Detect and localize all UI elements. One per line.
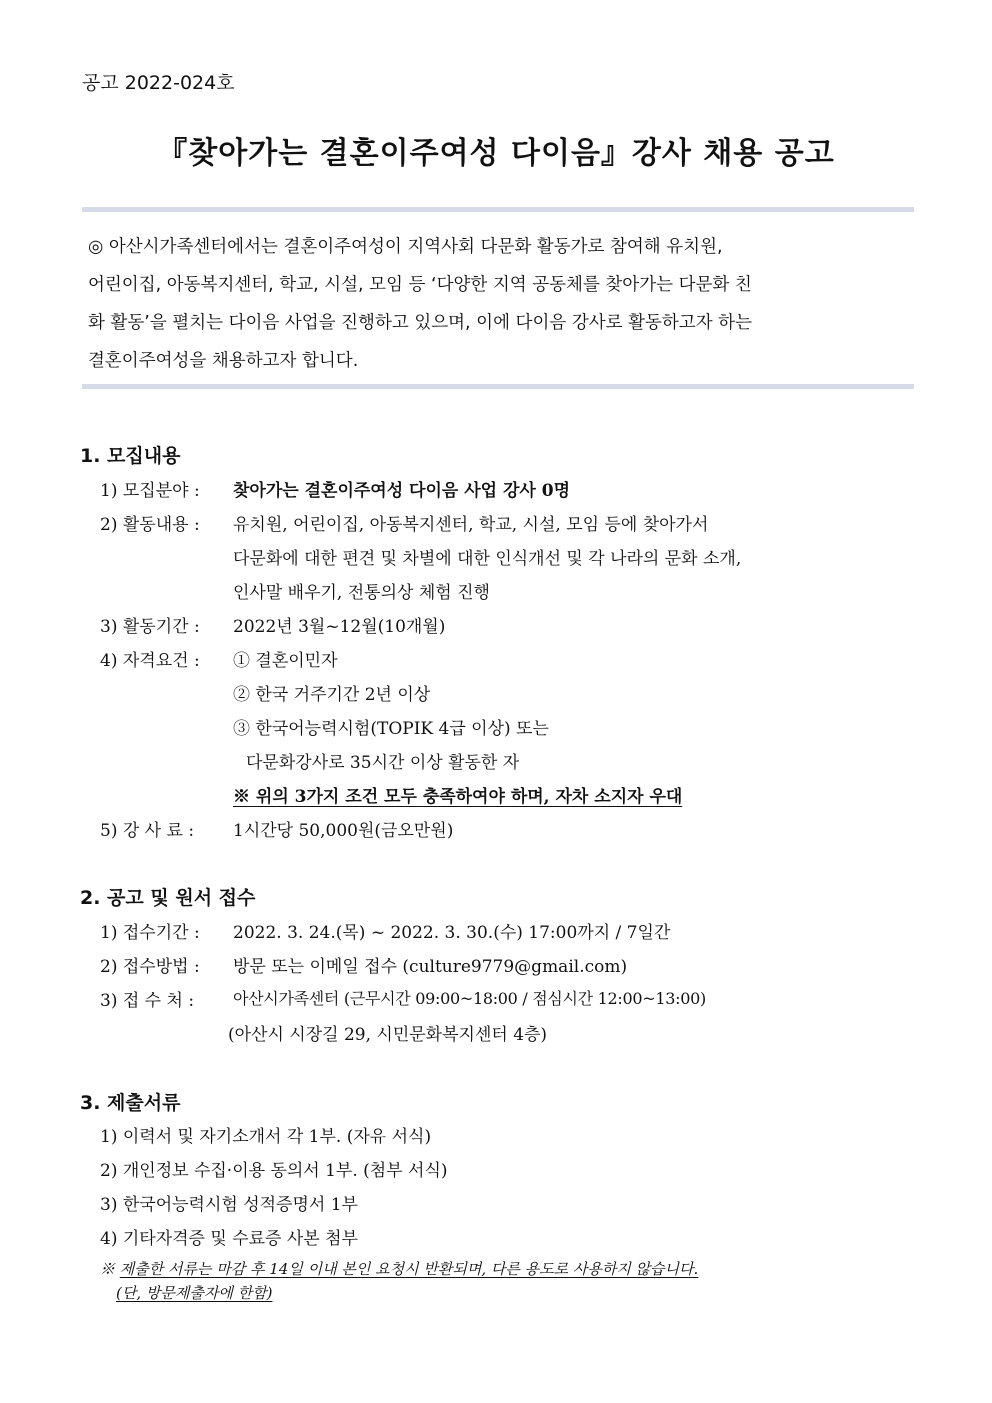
note-line: (단, 방문제출자에 한함) — [116, 1284, 273, 1302]
period-value: 2022년 3월~12월(10개월) — [233, 617, 446, 637]
qualification-item: 다문화강사로 35시간 이상 활동한 자 — [246, 753, 520, 773]
fee-label: 5) 강 사 료 : — [100, 821, 195, 841]
application-place-label: 3) 접 수 처 : — [100, 991, 195, 1011]
section-title-application: 2. 공고 및 원서 접수 — [80, 887, 256, 909]
activity-line: 인사말 배우기, 전통의상 체험 진행 — [233, 583, 490, 603]
note-mark: ※ — [100, 1260, 116, 1278]
intro-line: 화 활동’을 펼치는 다이음 사업을 진행하고 있으며, 이에 다이음 강사로 활동하고자 하는 — [88, 313, 752, 333]
section-title-documents: 3. 제출서류 — [80, 1092, 181, 1114]
document-item: 3) 한국어능력시험 성적증명서 1부 — [100, 1195, 358, 1215]
activity-line: 다문화에 대한 편견 및 차별에 대한 인식개선 및 각 나라의 문화 소개, — [233, 549, 742, 569]
qualification-item: ③ 한국어능력시험(TOPIK 4급 이상) 또는 — [233, 719, 549, 739]
application-period-label: 1) 접수기간 : — [100, 923, 200, 943]
field-value: 찾아가는 결혼이주여성 다이음 사업 강사 0명 — [233, 481, 571, 501]
application-place-value: 아산시가족센터 (근무시간 09:00~18:00 / 점심시간 12:00~13:00) — [233, 989, 706, 1008]
period-label: 3) 활동기간 : — [100, 617, 200, 637]
field-label: 1) 모집분야 : — [100, 481, 200, 501]
qualification-note: ※ 위의 3가지 조건 모두 충족하여야 하며, 자차 소지자 우대 — [233, 787, 683, 807]
activity-label: 2) 활동내용 : — [100, 515, 200, 535]
section-title-recruitment: 1. 모집내용 — [80, 445, 181, 467]
fee-value: 1시간당 50,000원(금오만원) — [233, 821, 454, 841]
documents-note — [100, 1258, 698, 1279]
application-place-address: (아산시 시장길 29, 시민문화복지센터 4층) — [228, 1025, 548, 1045]
divider-bottom — [82, 384, 914, 389]
application-method-value: 방문 또는 이메일 접수 (culture9779@gmail.com) — [233, 957, 628, 977]
qualification-item: ② 한국 거주기간 2년 이상 — [233, 685, 431, 705]
notice-number: 공고 2022-024호 — [82, 72, 235, 94]
document-item: 1) 이력서 및 자기소개서 각 1부. (자유 서식) — [100, 1127, 432, 1147]
qualification-label: 4) 자격요건 : — [100, 651, 200, 671]
intro-paragraph — [88, 228, 912, 380]
document-item: 4) 기타자격증 및 수료증 사본 첨부 — [100, 1229, 358, 1249]
divider-top — [82, 207, 914, 212]
page-title: 『찾아가는 결혼이주여성 다이음』강사 채용 공고 — [157, 136, 835, 171]
intro-line: 어린이집, 아동복지센터, 학교, 시설, 모임 등 ‘다양한 지역 공동체를 찾아가는 다문화 친 — [88, 275, 752, 295]
intro-line: ◎ 아산시가족센터에서는 결혼이주여성이 지역사회 다문화 활동가로 참여해 유치원, — [88, 237, 723, 257]
documents-note-sub — [116, 1282, 272, 1303]
application-period-value: 2022. 3. 24.(목) ~ 2022. 3. 30.(수) 17:00까지 / 7일간 — [233, 923, 671, 943]
document-item: 2) 개인정보 수집·이용 동의서 1부. (첨부 서식) — [100, 1161, 448, 1181]
activity-line: 유치원, 어린이집, 아동복지센터, 학교, 시설, 모임 등에 찾아가서 — [233, 515, 709, 535]
qualification-item: ① 결혼이민자 — [233, 651, 338, 671]
application-method-label: 2) 접수방법 : — [100, 957, 200, 977]
intro-line: 결혼이주여성을 채용하고자 합니다. — [88, 351, 359, 371]
note-line: 제출한 서류는 마감 후 14일 이내 본인 요청시 반환되며, 다른 용도로 사용하지 않습니다. — [119, 1260, 699, 1278]
